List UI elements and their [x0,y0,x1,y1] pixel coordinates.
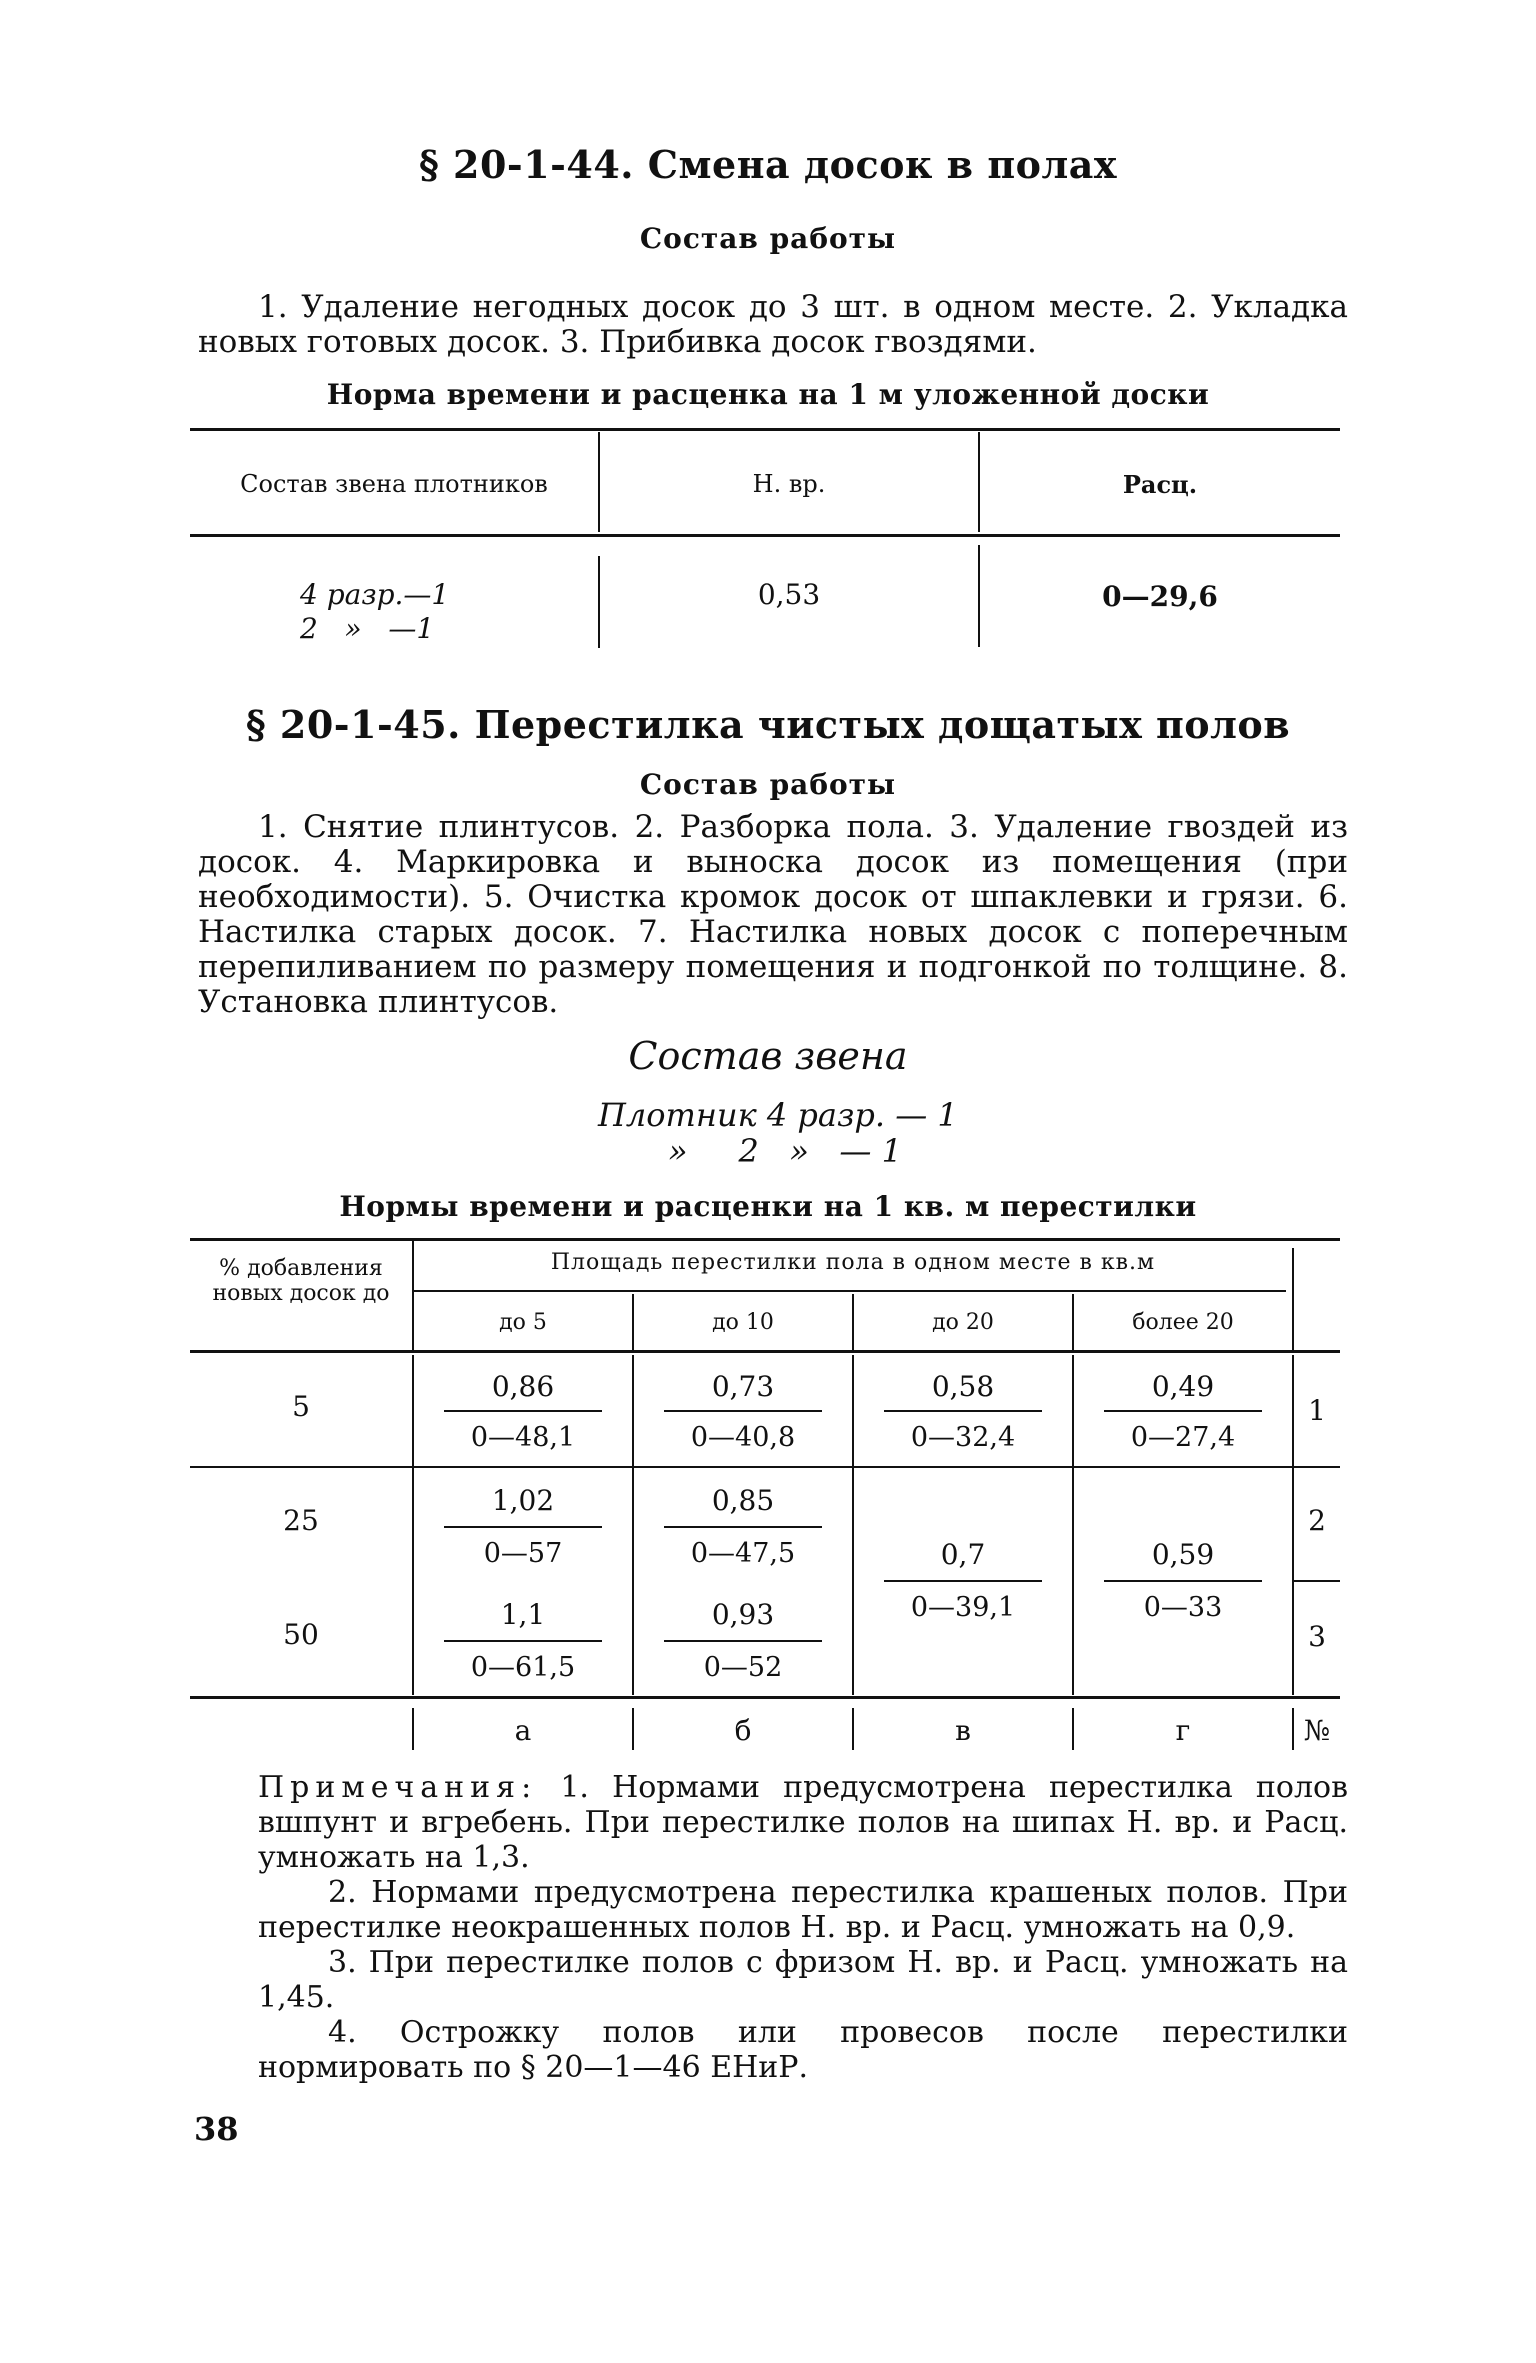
norm-heading: Норма времени и расценка на 1 м уложенной доски [326,378,1210,411]
fraction-line [444,1410,602,1412]
col-number-sign: № [1303,1714,1331,1747]
fraction-line [1104,1580,1262,1582]
col-header-crew: Состав звена плотников [240,470,548,498]
fraction-line [664,1526,822,1528]
notes-label: Примечания: [258,1770,538,1805]
fraction-line [1104,1410,1262,1412]
crew-line-1: 4 разр.—1 [300,578,450,611]
col-header-a: до 5 [499,1310,547,1335]
rate-value: 0—61,5 [470,1652,576,1683]
pct-50: 50 [283,1618,319,1651]
table-rule [414,1290,1286,1292]
rate-value: 0—32,4 [910,1422,1016,1453]
fraction-line [884,1410,1042,1412]
time-value: 0,93 [711,1598,775,1631]
table-rule [1294,1580,1340,1582]
table-rule [190,1238,1340,1241]
notes-block [258,1770,1348,2085]
note-1-text: 1. Нормами предусмотрена перестилка полов вшпунт и вгребень. При перестилке полов на шипах Н. вр. и Расц. умножать на 1,3. [258,1770,1348,1875]
time-value: 0,49 [1151,1370,1215,1403]
work-text-2: 1. Снятие плинтусов. 2. Разборка пола. 3. Удаление гвоздей из досок. 4. Маркировка и выноска досок из помещения (при необходимости). 5. Очистка кромок досок от шпаклевки и грязи. 6. Настилка старых досок. 7. Настилка новых досок с поперечным перепиливанием по размеру помещения и подгонкой по толщине. 8. Установка плинтусов. [198,809,1348,1020]
col-header-d: более 20 [1132,1310,1234,1335]
table-rule [190,1696,1340,1699]
row-number-3: 3 [1308,1620,1326,1653]
page-number: 38 [194,2110,239,2148]
table-rule [190,1466,1340,1468]
table-rule [190,428,1340,431]
fraction-line [884,1580,1042,1582]
table-divider [852,1355,854,1695]
group-header: Площадь перестилки пола в одном месте в кв.м [550,1250,1156,1275]
time-value: 1,02 [491,1484,555,1517]
col-letter-a: а [514,1714,532,1747]
section-title-20-1-44: § 20-1-44. Смена досок в полах [418,142,1118,187]
rate-value: 0—40,8 [690,1422,796,1453]
work-text: 1. Удаление негодных досок до 3 шт. в одном месте. 2. Укладка новых готовых досок. 3. Прибивка досок гвоздями. [198,289,1348,360]
row-number-2: 2 [1308,1504,1326,1537]
fraction-line [664,1640,822,1642]
time-value: 0,73 [711,1370,775,1403]
time-value: 0,53 [757,578,821,611]
rate-value: 0—57 [483,1538,563,1569]
col-header-c: до 20 [932,1310,994,1335]
crew-line-2: 2 » —1 [300,612,435,645]
pct-25: 25 [283,1504,319,1537]
table-divider [1072,1355,1074,1695]
time-value: 0,86 [491,1370,555,1403]
crew-line-2: » 2 » — 1 [668,1132,902,1170]
col-letter-d: г [1175,1714,1191,1747]
crew-line-1: Плотник 4 разр. — 1 [598,1096,958,1134]
section-title-20-1-45: § 20-1-45. Перестилка чистых дощатых полов [245,702,1291,747]
work-composition-heading-2: Состав работы [639,768,897,801]
table-rule [190,534,1340,537]
table-divider [632,1355,634,1695]
rate-value: 0—39,1 [910,1592,1016,1623]
rate-value: 0—48,1 [470,1422,576,1453]
crew-heading: Состав звена [628,1034,908,1078]
time-value: 0,7 [940,1538,986,1571]
note-3: 3. При перестилке полов с фризом Н. вр. и Расц. умножать на 1,45. [258,1945,1348,2015]
col-letter-c: в [955,1714,971,1747]
norms-heading: Нормы времени и расценки на 1 кв. м перестилки [339,1190,1197,1223]
row-number-1: 1 [1308,1394,1326,1427]
pct-5: 5 [292,1390,310,1423]
col-header-b: до 10 [712,1310,774,1335]
col-letter-b: б [734,1714,752,1747]
note-1 [258,1770,1348,1875]
table-divider [1292,1248,1294,1350]
rate-value: 0—52 [703,1652,783,1683]
time-value: 0,85 [711,1484,775,1517]
col-header-time: Н. вр. [752,470,826,498]
note-4: 4. Острожку полов или провесов после перестилки нормировать по § 20—1—46 ЕНиР. [258,2015,1348,2085]
rate-value: 0—29,6 [1102,580,1218,613]
table-rule [190,1350,1340,1353]
fraction-line [664,1410,822,1412]
work-composition-text [198,290,1348,360]
rate-value: 0—33 [1143,1592,1223,1623]
fraction-line [444,1526,602,1528]
time-value: 1,1 [500,1598,546,1631]
work-composition-text-2 [198,810,1348,1020]
row-header: % добавления новых досок до [212,1256,390,1306]
rate-value: 0—47,5 [690,1538,796,1569]
time-value: 0,59 [1151,1538,1215,1571]
table-divider [412,1355,414,1695]
note-2: 2. Нормами предусмотрена перестилка крашеных полов. При перестилке неокрашенных полов Н. вр. и Расц. умножать на 0,9. [258,1875,1348,1945]
fraction-line [444,1640,602,1642]
time-value: 0,58 [931,1370,995,1403]
rate-value: 0—27,4 [1130,1422,1236,1453]
work-composition-heading: Состав работы [639,222,897,255]
col-header-rate: Расц. [1122,470,1198,499]
